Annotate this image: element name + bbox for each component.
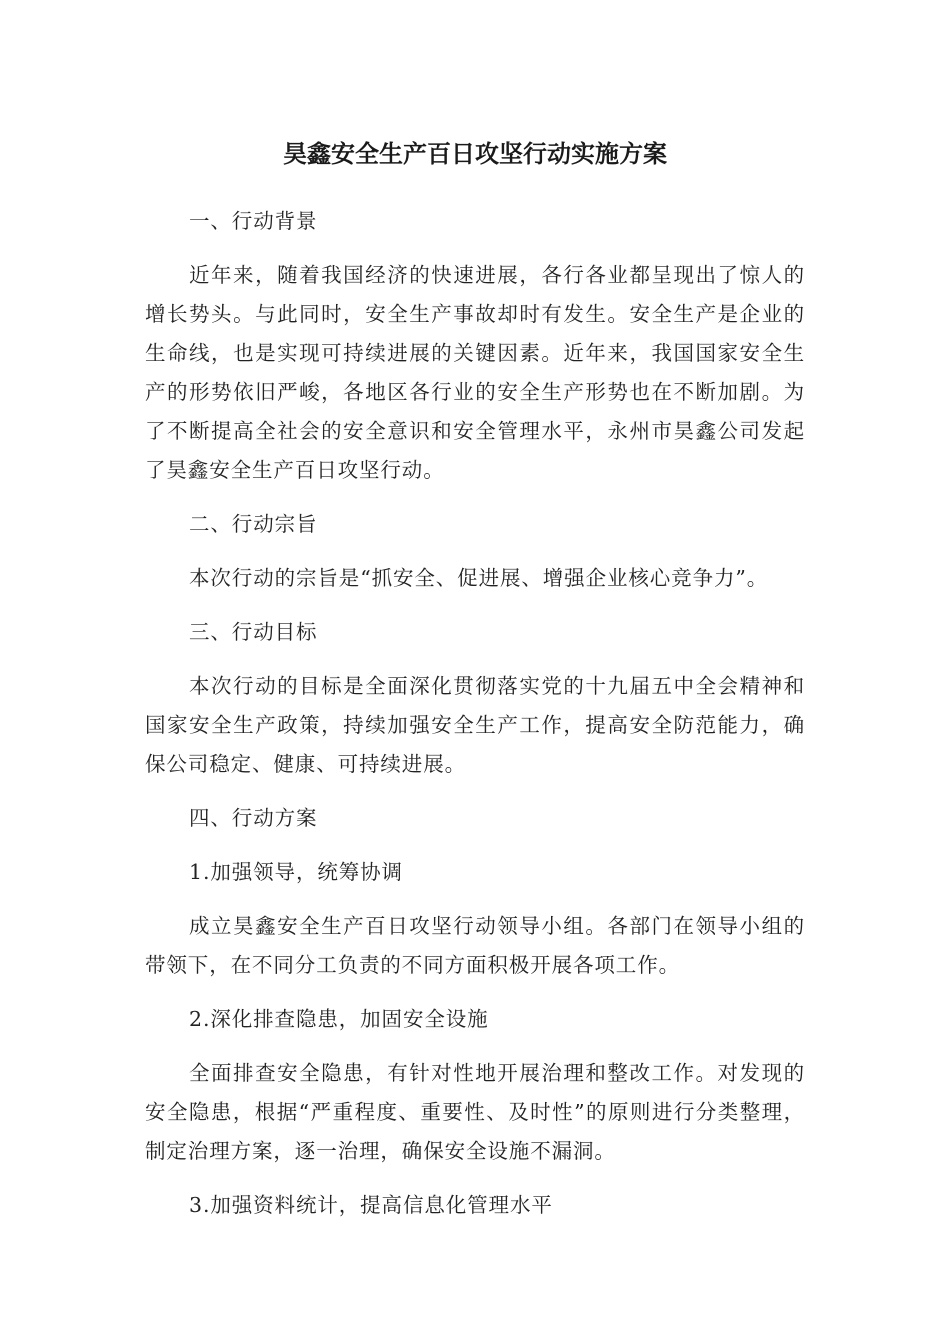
document-title: 昊鑫安全生产百日攻坚行动实施方案: [283, 140, 667, 168]
paragraph-leadership: 成立昊鑫安全生产百日攻坚行动领导小组。各部门在领导小组的带领下，在不同分工负责的不同方面积极开展各项工作。: [145, 914, 805, 977]
subheading-data-statistics: 3.加强资料统计，提高信息化管理水平: [189, 1193, 553, 1217]
paragraph-goal: 本次行动的目标是全面深化贯彻落实党的十九届五中全会精神和国家安全生产政策，持续加强安全生产工作，提高安全防范能力，确保公司稳定、健康、可持续进展。: [145, 674, 805, 776]
paragraph-background: 近年来，随着我国经济的快速进展，各行各业都呈现出了惊人的增长势头。与此同时，安全生产事故却时有发生。安全生产是企业的生命线，也是实现可持续进展的关键因素。近年来，我国国家安全生产的形势依旧严峻，各地区各行业的安全生产形势也在不断加剧。为了不断提高全社会的安全意识和安全管理水平，永州市昊鑫公司发起了昊鑫安全生产百日攻坚行动。: [145, 263, 805, 482]
section-heading-background: 一、行动背景: [189, 209, 318, 233]
subheading-hazard-check: 2.深化排查隐患，加固安全设施: [189, 1007, 489, 1031]
paragraph-hazard-check: 全面排查安全隐患，有针对性地开展治理和整改工作。对发现的安全隐患，根据“严重程度、重要性、及时性”的原则进行分类整理，制定治理方案，逐一治理，确保安全设施不漏洞。: [145, 1061, 805, 1163]
section-heading-purpose: 二、行动宗旨: [189, 512, 318, 536]
section-heading-plan: 四、行动方案: [189, 806, 318, 830]
paragraph-purpose: 本次行动的宗旨是“抓安全、促进展、增强企业核心竞争力”。: [189, 566, 769, 590]
section-heading-goal: 三、行动目标: [189, 620, 318, 644]
subheading-leadership: 1.加强领导，统筹协调: [189, 860, 403, 884]
document-body: [145, 202, 805, 1225]
